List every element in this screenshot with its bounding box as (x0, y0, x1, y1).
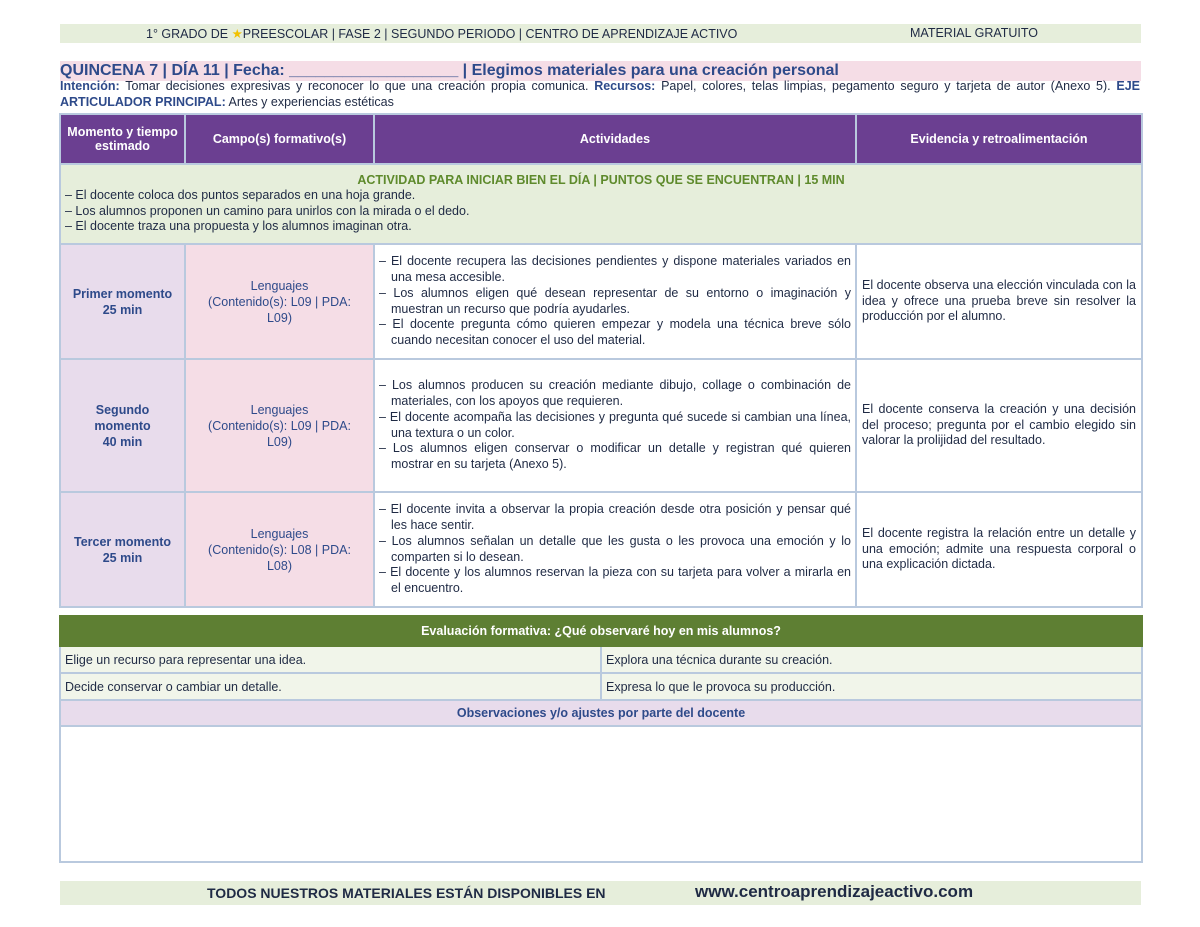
start-activity-row (60, 164, 1142, 244)
moment-time: 40 min (102, 434, 143, 449)
activity-item: – El docente y los alumnos reservan la pieza con su tarjeta para volver a mirarla en el encuentro. (379, 565, 851, 596)
evaluation-table (59, 615, 1143, 863)
start-activity-line: – El docente coloca dos puntos separados en una hoja grande. (65, 188, 416, 202)
grade-suffix: PREESCOLAR | FASE 2 | SEGUNDO PERIODO | CENTRO DE APRENDIZAJE ACTIVO (242, 27, 738, 41)
campo-contenido: (Contenido(s): L08 | PDA: L08) (208, 542, 351, 573)
campo-name: Lenguajes (250, 526, 309, 541)
observations-area[interactable] (60, 726, 1142, 862)
moment-row-2 (60, 359, 1142, 492)
intention-text: Tomar decisiones expresivas y reconocer lo que una creación propia comunica. (119, 79, 595, 93)
start-activity-line: – El docente traza una propuesta y los alumnos imaginan otra. (65, 219, 412, 233)
moment-row-3 (60, 492, 1142, 607)
top-banner (60, 24, 1141, 43)
star-icon: ★ (231, 27, 243, 41)
activity-item: – Los alumnos eligen conservar o modificar un detalle y registran qué quieren mostrar en su tarjeta (Anexo 5). (379, 441, 851, 472)
evidence-cell: El docente observa una elección vinculada con la idea y ofrece una prueba breve sin resolver la producción por el alumno. (856, 244, 1142, 359)
moment-name: Primer momento (72, 286, 173, 301)
evaluation-item: Explora una técnica durante su creación. (601, 646, 1142, 673)
activities-cell (374, 492, 856, 607)
moment-time: 25 min (102, 302, 143, 317)
activities-cell (374, 359, 856, 492)
campo-contenido: (Contenido(s): L09 | PDA: L09) (208, 418, 351, 449)
moment-cell (60, 244, 185, 359)
evaluation-item: Elige un recurso para representar una idea. (60, 646, 601, 673)
footer-text: TODOS NUESTROS MATERIALES ESTÁN DISPONIBLES EN (207, 885, 606, 901)
moment-row-1 (60, 244, 1142, 359)
header-actividades: Actividades (374, 114, 856, 164)
campo-name: Lenguajes (250, 402, 309, 417)
free-material-label: MATERIAL GRATUITO (910, 26, 1039, 40)
footer-banner (60, 881, 1141, 905)
header-momento: Momento y tiempo estimado (60, 114, 185, 164)
campo-name: Lenguajes (250, 278, 309, 293)
evaluation-title: Evaluación formativa: ¿Qué observaré hoy en mis alumnos? (60, 616, 1142, 646)
moment-name: Tercer momento (73, 534, 171, 549)
activity-item: – Los alumnos producen su creación mediante dibujo, collage o combinación de materiales, con los apoyos que requieren. (379, 378, 851, 408)
intention-label: Intención: (60, 79, 120, 93)
grade-prefix: 1° GRADO DE (146, 27, 232, 41)
evaluation-item: Decide conservar o cambiar un detalle. (60, 673, 601, 700)
campo-cell (185, 244, 374, 359)
moment-time: 25 min (102, 550, 143, 565)
moment-cell (60, 359, 185, 492)
campo-cell (185, 492, 374, 607)
header-evidencia: Evidencia y retroalimentación (856, 114, 1142, 164)
resources-text: Papel, colores, telas limpias, pegamento seguro y tarjeta de autor (Anexo 5). (655, 79, 1117, 93)
evidence-cell: El docente conserva la creación y una decisión del proceso; pregunta por el cambio elegido sin valorar la prolijidad del resultado. (856, 359, 1142, 492)
observations-title: Observaciones y/o ajustes por parte del docente (60, 700, 1142, 726)
start-activity-line: – Los alumnos proponen un camino para unirlos con la mirada o el dedo. (65, 203, 470, 218)
footer-url-link[interactable]: www.centroaprendizajeactivo.com (695, 882, 974, 901)
intention-block (60, 79, 1140, 110)
grade-info (146, 26, 737, 41)
table-header-row (60, 114, 1142, 164)
axis-label: EJE ARTICULADOR PRINCIPAL: (60, 79, 1140, 109)
campo-contenido: (Contenido(s): L09 | PDA: L09) (208, 294, 351, 325)
start-activity (60, 164, 1142, 244)
activity-item: – El docente pregunta cómo quieren empezar y modela una técnica breve sólo cuando necesitan conocer el uso del material. (379, 317, 851, 348)
planning-table (59, 113, 1143, 608)
page-title: QUINCENA 7 | DÍA 11 | Fecha: ___________________ | Elegimos materiales para una creación personal (60, 62, 839, 79)
activity-item: – El docente invita a observar la propia creación desde otra posición y pensar qué les hace sentir. (379, 502, 851, 532)
activities-cell (374, 244, 856, 359)
campo-cell (185, 359, 374, 492)
resources-label: Recursos: (594, 79, 656, 93)
title-bar (60, 61, 1141, 81)
moment-cell (60, 492, 185, 607)
axis-text: Artes y experiencias estéticas (225, 94, 394, 109)
activity-item: – El docente recupera las decisiones pendientes y dispone materiales variados en una mesa accesible. (379, 254, 851, 284)
header-campo: Campo(s) formativo(s) (185, 114, 374, 164)
start-activity-title: ACTIVIDAD PARA INICIAR BIEN EL DÍA | PUNTOS QUE SE ENCUENTRAN | 15 MIN (357, 173, 845, 187)
activity-item: – Los alumnos señalan un detalle que les gusta o les provoca una emoción y lo comparten si lo desean. (379, 533, 851, 564)
activity-item: – Los alumnos eligen qué desean representar de su entorno o imaginación y muestran un recurso que podría ayudarles. (379, 285, 851, 316)
moment-name: Segundo momento (94, 402, 151, 433)
evaluation-item: Expresa lo que le provoca su producción. (601, 673, 1142, 700)
evidence-cell: El docente registra la relación entre un detalle y una emoción; admite una respuesta corporal o una explicación dictada. (856, 492, 1142, 607)
activity-item: – El docente acompaña las decisiones y pregunta qué sucede si cambian una línea, una textura o un color. (379, 409, 851, 440)
